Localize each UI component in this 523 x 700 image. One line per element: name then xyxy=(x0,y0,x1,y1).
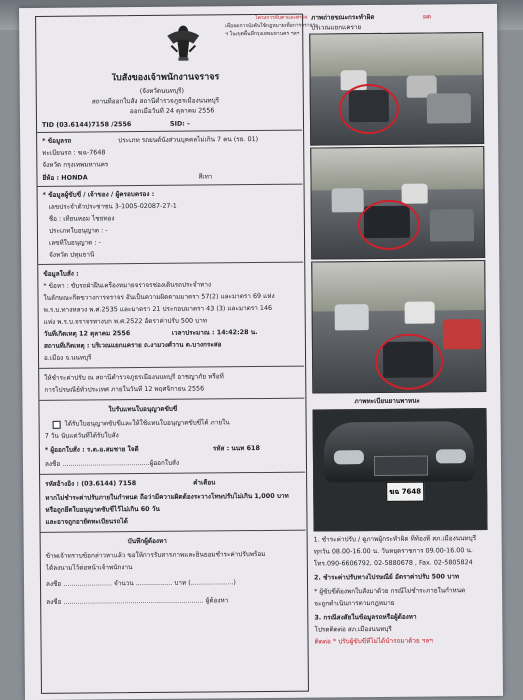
reference-code: รหัสอ้างอิง : (03.6144) 7158 xyxy=(45,479,137,488)
photo-subheader: บริเวณแยกแคราย xyxy=(311,23,362,32)
plate-photo-header: ภาพทะเบียนยานพาหนะ xyxy=(354,396,420,406)
driver-id-number: เลขประจำตัวประชาชน 3-1005-02087-27-1 xyxy=(48,201,177,211)
right-note: * ผู้ขับขี่ต้องพกใบสั่งมาด้วย กรณีไม่ชำระภายในกำหนด xyxy=(314,586,466,596)
right-note: 3. กรณีสงสัยในข้อมูลรถหรือผู้ต้องหา xyxy=(314,612,417,622)
driver-name: ชื่อ : เทียนหอม ไชยทอง xyxy=(48,214,115,223)
license-checkbox[interactable] xyxy=(53,421,61,429)
license-number: เลขที่ใบอนุญาต : - xyxy=(49,238,101,247)
warning-label: คำเตือน xyxy=(193,478,216,487)
traffic-ticket-sheet xyxy=(19,4,503,700)
top-note-3: ฯ ในเขตพื้นที่กรุงเทพมหานคร ฯลฯ xyxy=(225,30,300,38)
right-note: จะถูกดำเนินการตามกฎหมาย xyxy=(314,598,395,608)
issue-date: ออกเมื่อวันที่ 24 ตุลาคม 2556 xyxy=(129,106,215,116)
officer-name: * ผู้ออกใบสั่ง : ร.ต.อ.สมชาย ใจดี xyxy=(44,445,139,454)
offense-time: เวลาประมาณ : 14:42:28 น. xyxy=(171,328,258,337)
tid-number: TID (03.6144)7158 /2556 xyxy=(41,120,132,129)
driver-province: จังหวัด ปทุมธานี xyxy=(49,250,95,259)
payment-deadline: การไปรษณีย์ทั่วประเทศ ภายในวันที่ 12 พฤศจิกายน 2556 xyxy=(44,384,205,394)
warning-line: หากไม่ชำระค่าปรับภายในกำหนด ถือว่ามีความผิดต้องระวางโทษปรับไม่เกิน 1,000 บาท xyxy=(45,491,289,502)
record-line: ลงชื่อ ........................ จำนวน .................. บาท (.....................) xyxy=(45,578,236,588)
vehicle-brand: ยี่ห้อ : HONDA xyxy=(42,173,88,182)
right-note: 2. ชำระค่าปรับทางไปรษณีย์ อัตราค่าปรับ 500 บาท xyxy=(313,572,460,582)
ticket-subtitle: (จังหวัดนนทบุรี) xyxy=(139,86,185,96)
record-line: ได้ลงนามไว้ต่อหน้าเจ้าพนักงาน xyxy=(45,563,133,572)
photo-header-right: ผด xyxy=(423,12,432,21)
top-note-1: โครงการจับตาและตรวจ xyxy=(255,14,308,22)
vehicle-province: จังหวัด กรุงเทพมหานคร xyxy=(42,160,109,169)
offense-line: พ.ร.บ.ทางหลวง พ.ศ.2535 และมาตรา 21 ประกอบมาตรา 43 (3) และมาตรา 146 xyxy=(43,303,273,314)
license-text: ได้รับใบอนุญาตขับขี่และให้ใช้แทนใบอนุญาตขับขี่ได้ ภายใน xyxy=(64,418,230,428)
violation-photo-2 xyxy=(310,146,485,260)
offense-line: ในลักษณะกีดขวางการจราจร อันเป็นความผิดตามมาตรา 57(2) และมาตรา 69 แห่ง xyxy=(43,291,275,302)
warning-line: หรือถูกยึดใบอนุญาตขับขี่ไว้ไม่เกิน 60 วัน xyxy=(45,504,160,514)
right-note: โทร.090-6606792, 02-5880678 , Fax. 02-5805824 xyxy=(313,558,473,568)
ticket-title: ใบสั่งของเจ้าพนักงานจราจร xyxy=(111,72,220,84)
violation-photo-1 xyxy=(309,32,484,146)
right-note: โปรดติดต่อ สภ.เมืองนนทบุรี xyxy=(314,624,392,634)
vehicle-type: ประเภท รถยนต์นั่งส่วนบุคคลไม่เกิน 7 คน (รย. 01) xyxy=(118,135,259,145)
photo-section-header: ภาพถ่ายขณะกระทำผิด xyxy=(311,12,375,22)
record-line: ลงชื่อ ..................................................................... ผู้ต้องหา xyxy=(46,596,229,606)
license-text-2: 7 วัน นับแต่วันที่ได้รับใบสั่ง xyxy=(44,431,119,440)
record-line: ข้าพเจ้าทราบข้อกล่าวหาแล้ว ขอให้การรับสารภาพและยินยอมชำระค่าปรับพร้อม xyxy=(45,549,266,560)
violation-photo-3 xyxy=(311,260,486,394)
driver-section-label: * ข้อมูลผู้ขับขี่ / เจ้าของ / ผู้ครอบครอง : xyxy=(42,189,155,199)
sid-number: SID: - xyxy=(169,119,190,128)
officer-id: รหัส : นนท 618 xyxy=(212,444,260,453)
right-note: 1. ชำระค่าปรับ / ดูภาพผู้กระทำผิด ที่ท้องที่ สภ.เมืองนนทบุรี xyxy=(313,534,477,544)
right-note: ติดต่อ * ปรับผู้ขับขี่ที่ไม่ได้นำรถมาด้วย ฯลฯ xyxy=(314,636,433,646)
vehicle-section-label: * ข้อมูลรถ xyxy=(42,136,72,145)
offense-date: วันที่เกิดเหตุ 12 ตุลาคม 2556 xyxy=(43,329,131,338)
plate-photo xyxy=(313,408,488,532)
warning-line: และอาจถูกอายัดทะเบียนรถได้ xyxy=(45,517,128,526)
right-note: ทุกวัน 08.00-16.00 น. วันหยุดราชการ 09.00-16.00 น. xyxy=(313,546,473,556)
offense-line: * ข้อหา : ขับรถฝ่าฝืนเครื่องหมายจราจรช่องเดินรถประจำทาง xyxy=(43,280,212,290)
license-plate: ฆฉ 7648 xyxy=(386,482,424,502)
vehicle-color: สีเทา xyxy=(198,172,213,181)
offense-line: แห่ง พ.ร.บ.จราจรทางบก พ.ศ.2522 อัตราค่าปรับ 500 บาท xyxy=(43,316,208,326)
officer-signature: ลงชื่อ ...........................................ผู้ออกใบสั่ง xyxy=(44,458,180,468)
issuing-station: สถานที่ออกใบสั่ง สถานีตำรวจภูธรเมืองนนทบุรี xyxy=(91,96,220,106)
offense-place: สถานที่เกิดเหตุ : บริเวณแยกแคราย ถ.งามวงศ์วาน ต.บางกระสอ xyxy=(43,340,222,350)
offense-section-label: ข้อมูลใบสั่ง : xyxy=(43,269,79,278)
record-section-title: บันทึกผู้ต้องหา xyxy=(127,536,167,546)
license-section-title: ใบรับแทนใบอนุญาตขับขี่ xyxy=(108,404,178,414)
plate-number: ทะเบียนรถ : ฆฉ-7648 xyxy=(42,148,106,157)
top-note-2: เพื่อลดการบังคับใช้กฎหมายเพื่อการจราจร xyxy=(225,22,316,30)
payment-location: ให้ชำระค่าปรับ ณ สถานีตำรวจภูธรเมืองนนทบุรี อาชญาภัย หรือที่ xyxy=(44,372,224,382)
license-type: ประเภทใบอนุญาต : - xyxy=(48,226,108,235)
offense-place-2: อ.เมือง จ.นนทบุรี xyxy=(44,353,92,362)
